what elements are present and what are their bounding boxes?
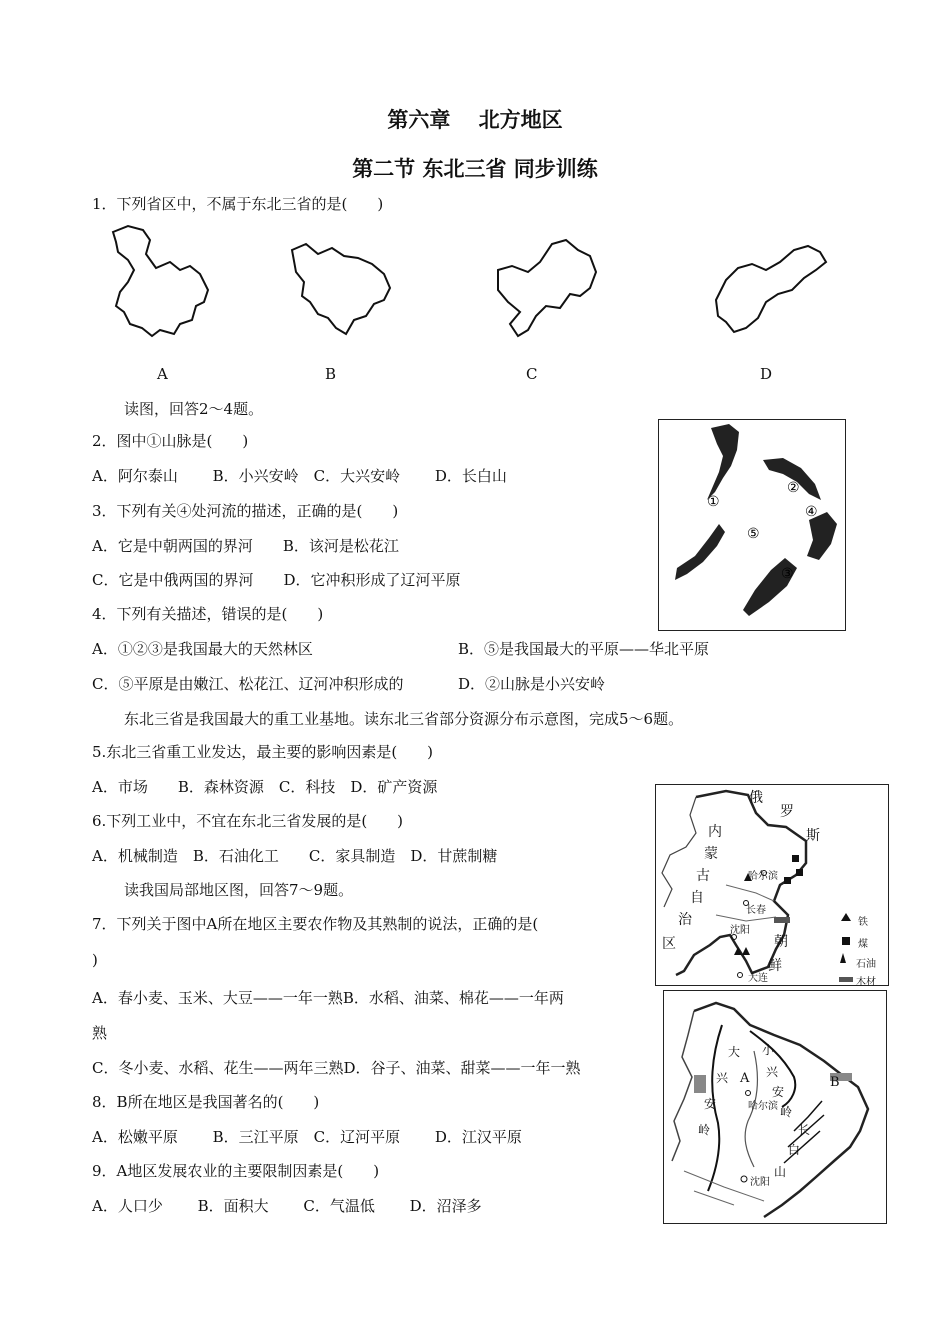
label-ling-1: 岭 — [698, 1123, 711, 1137]
question-7-options-ab-line1: A．春小麦、玉米、大豆——一年一熟B．水稻、油菜、棉花——一年两 — [92, 989, 564, 1007]
option-label-a: A — [157, 365, 168, 383]
city-shenyang: 沈阳 — [730, 925, 750, 936]
legend-timber: 木材 — [856, 977, 876, 988]
question-3-options-cd: C．它是中俄两国的界河 D．它冲积形成了辽河平原 — [92, 571, 461, 589]
province-heilongjiang-outline — [108, 222, 220, 340]
province-liaoning-outline — [490, 236, 605, 344]
coal-marker — [792, 855, 799, 862]
label-eluosi-2: 罗 — [780, 804, 794, 820]
intro-5-6: 东北三省是我国最大的重工业基地。读东北三省部分资源分布示意图，完成5～6题。 — [124, 710, 684, 728]
question-7-options-cd: C．冬小麦、水稻、花生——两年三熟D．谷子、油菜、甜菜——一年一熟 — [92, 1059, 581, 1077]
legend-coal-symbol — [842, 937, 850, 945]
label-bai: 白 — [788, 1143, 801, 1157]
label-neimenggu-2: 蒙 — [704, 846, 718, 862]
label-xing-2: 兴 — [766, 1065, 779, 1079]
label-neimenggu-3: 古 — [696, 868, 710, 884]
option-label-b: B — [325, 365, 337, 383]
coal-marker — [796, 869, 803, 876]
intro-2-4: 读图，回答2～4题。 — [124, 400, 264, 418]
question-9-options: A．人口少 B．面积大 C．气温低 D．沼泽多 — [92, 1197, 482, 1215]
label-b: B — [830, 1075, 840, 1090]
city-shenyang: 沈阳 — [750, 1177, 770, 1188]
question-5: 5.东北三省重工业发达，最主要的影响因素是( ) — [92, 743, 434, 761]
mountain-range-1 — [707, 424, 739, 500]
question-4: 4．下列有关描述，错误的是( ) — [92, 605, 324, 623]
resource-map — [655, 784, 889, 986]
chapter-title: 第六章 北方地区 — [387, 108, 563, 132]
legend-coal: 煤 — [858, 939, 868, 950]
question-2-options: A．阿尔泰山 B．小兴安岭 C．大兴安岭 D．长白山 — [92, 467, 507, 485]
question-8-options: A．松嫩平原 B．三江平原 C．辽河平原 D．江汉平原 — [92, 1128, 522, 1146]
iron-marker — [742, 947, 750, 955]
legend-timber-symbol — [839, 977, 853, 982]
label-chang: 长 — [798, 1123, 811, 1137]
label-neimenggu-6: 区 — [662, 936, 676, 952]
question-6: 6.下列工业中，不宜在东北三省发展的是( ) — [92, 812, 404, 830]
legend-iron: 铁 — [858, 917, 868, 928]
city-harbin: 哈尔滨 — [748, 871, 778, 882]
question-8: 8．B所在地区是我国著名的( ) — [92, 1093, 320, 1111]
question-7-line2: ) — [92, 951, 98, 969]
map-label-2: ② — [787, 480, 800, 496]
label-eluosi-1: 俄 — [749, 790, 763, 806]
question-3-options-ab: A．它是中朝两国的界河 B．该河是松花江 — [92, 537, 399, 555]
province-shandong-outline — [708, 240, 833, 336]
map-label-3: ③ — [781, 566, 794, 582]
map-label-1: ① — [707, 494, 720, 510]
timber-marker — [774, 917, 790, 923]
label-neimenggu-5: 治 — [678, 912, 692, 928]
question-6-options: A．机械制造 B．石油化工 C．家具制造 D．甘蔗制糖 — [92, 847, 498, 865]
option-label-c: C — [526, 365, 538, 383]
question-9: 9．A地区发展农业的主要限制因素是( ) — [92, 1162, 380, 1180]
mountain-map — [658, 419, 846, 631]
dalian-dot — [738, 973, 743, 978]
map-label-4: ④ — [805, 504, 818, 520]
question-4-option-d: D．②山脉是小兴安岭 — [458, 675, 606, 693]
hatched-area — [694, 1075, 706, 1093]
label-chaoxian-1: 朝 — [774, 934, 788, 950]
city-harbin: 哈尔滨 — [748, 1101, 778, 1112]
city-changchun: 长春 — [746, 905, 766, 916]
label-chaoxian-2: 鲜 — [768, 958, 782, 974]
question-2: 2．图中①山脉是( ) — [92, 432, 249, 450]
label-an-1: 安 — [704, 1097, 717, 1111]
question-1: 1．下列省区中，不属于东北三省的是( ) — [92, 195, 384, 213]
coal-marker — [784, 877, 791, 884]
map-label-5: ⑤ — [747, 526, 760, 542]
option-label-d: D — [760, 365, 773, 383]
legend-oil-symbol — [840, 953, 846, 963]
region-map — [663, 990, 887, 1224]
question-7-line1: 7．下列关于图中A所在地区主要农作物及其熟制的说法，正确的是( — [92, 915, 539, 933]
label-shan: 山 — [774, 1165, 787, 1179]
legend-oil: 石油 — [856, 959, 876, 970]
question-3: 3．下列有关④处河流的描述，正确的是( ) — [92, 502, 399, 520]
label-da: 大 — [728, 1045, 741, 1059]
question-4-option-a: A．①②③是我国最大的天然林区 — [92, 640, 313, 658]
label-xing-1: 兴 — [716, 1071, 729, 1085]
legend-iron-symbol — [841, 913, 851, 921]
question-7-options-ab-line2: 熟 — [92, 1024, 108, 1042]
intro-7-9: 读我国局部地区图，回答7～9题。 — [124, 881, 354, 899]
province-jilin-outline — [288, 238, 398, 340]
question-4-option-b: B．⑤是我国最大的平原——华北平原 — [458, 640, 710, 658]
question-4-option-c: C．⑤平原是由嫩江、松花江、辽河冲积形成的 — [92, 675, 404, 693]
question-5-options: A．市场 B．森林资源 C．科技 D．矿产资源 — [92, 778, 438, 796]
label-neimenggu-4: 自 — [690, 890, 704, 906]
label-a: A — [740, 1071, 750, 1086]
shenyang-dot — [741, 1176, 747, 1182]
label-an-2: 安 — [772, 1085, 785, 1099]
harbin-dot — [746, 1091, 751, 1096]
mountain-range-lower-west — [675, 524, 725, 580]
border-west — [672, 1011, 694, 1161]
label-neimenggu-1: 内 — [708, 824, 722, 840]
section-title: 第二节 东北三省 同步训练 — [352, 157, 598, 181]
city-dalian: 大连 — [748, 973, 768, 984]
label-ling-2: 岭 — [780, 1105, 793, 1119]
label-eluosi-3: 斯 — [806, 828, 820, 844]
label-xiao: 小 — [762, 1043, 775, 1057]
